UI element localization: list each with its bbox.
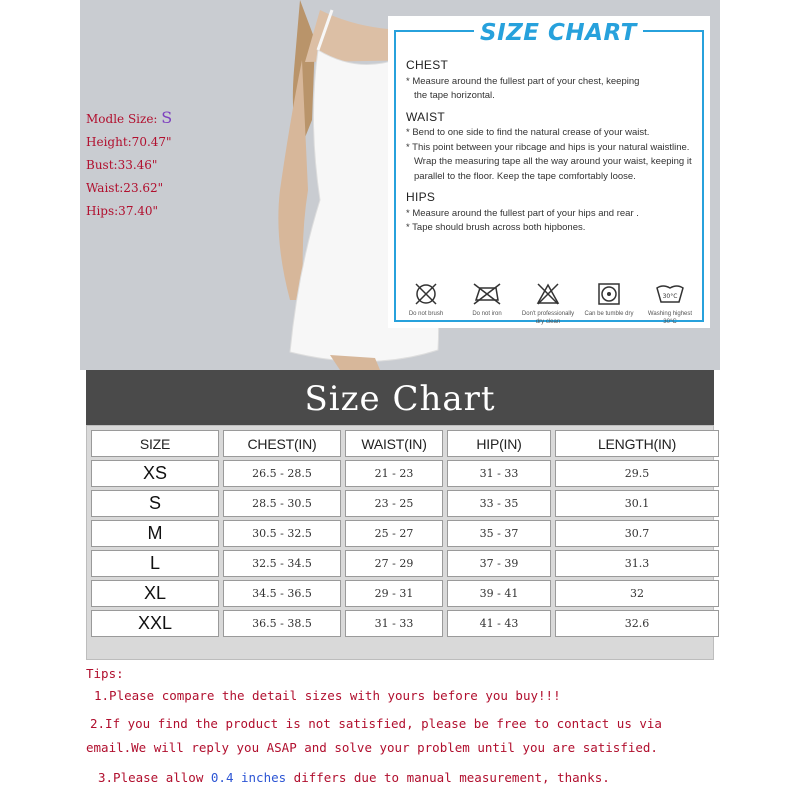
care-item: 30°C Washing highest 30°C: [642, 282, 698, 326]
length-cell: 32: [555, 580, 719, 607]
card-title: SIZE CHART: [474, 20, 643, 46]
length-cell: 30.1: [555, 490, 719, 517]
waist-cell: 27 - 29: [345, 550, 443, 577]
chest-instruction: the tape horizontal.: [414, 90, 495, 101]
care-item: Can be tumble dry: [581, 282, 637, 326]
care-item: Do not brush: [398, 282, 454, 326]
size-grid: [91, 430, 719, 637]
size-table: [86, 425, 714, 660]
no-iron-icon: [472, 282, 502, 306]
waist-cell: 31 - 33: [345, 610, 443, 637]
length-cell: 31.3: [555, 550, 719, 577]
hips-instruction: * Measure around the fullest part of your hips and rear .: [406, 207, 639, 219]
care-item: Do not iron: [459, 282, 515, 326]
hip-cell: 33 - 35: [447, 490, 551, 517]
no-dry-clean-icon: [535, 282, 561, 306]
size-cell: XL: [91, 580, 219, 607]
tumble-dry-icon: [597, 282, 621, 306]
chest-cell: 32.5 - 34.5: [223, 550, 341, 577]
model-hips: Hips:37.40": [86, 204, 159, 218]
tips-title: Tips:: [86, 666, 124, 681]
wash-30-icon: [655, 282, 685, 306]
header-chest: CHEST(IN): [223, 430, 341, 457]
chest-cell: 34.5 - 36.5: [223, 580, 341, 607]
care-item: Don't professionally dry clean: [520, 282, 576, 326]
chest-cell: 28.5 - 30.5: [223, 490, 341, 517]
chest-heading: CHEST: [406, 58, 449, 72]
header-size: SIZE: [91, 430, 219, 457]
chest-cell: 36.5 - 38.5: [223, 610, 341, 637]
model-height: Height:70.47": [86, 135, 172, 149]
hip-cell: 39 - 41: [447, 580, 551, 607]
waist-heading: WAIST: [406, 109, 446, 124]
waist-cell: 29 - 31: [345, 580, 443, 607]
waist-cell: 21 - 23: [345, 460, 443, 487]
waist-instruction: * Bend to one side to find the natural crease of your waist.: [406, 127, 650, 138]
model-measurements: [86, 106, 172, 223]
hips-instruction: * Tape should brush across both hipbones.: [406, 222, 586, 233]
tip-3: 3.Please allow 0.4 inches differs due to manual measurement, thanks.: [98, 770, 610, 785]
model-bust: Bust:33.46": [86, 158, 158, 172]
chest-instruction: * Measure around the fullest part of your chest, keeping: [406, 75, 640, 87]
header-waist: WAIST(IN): [345, 430, 443, 457]
svg-text:30°C: 30°C: [662, 293, 678, 300]
waist-instruction: * This point between your ribcage and hips is your natural waistline.: [406, 141, 690, 153]
header-hip: HIP(IN): [447, 430, 551, 457]
tip-2: 2.If you find the product is not satisfied, please be free to contact us via: [90, 716, 662, 731]
chest-cell: 26.5 - 28.5: [223, 460, 341, 487]
tip-1: 1.Please compare the detail sizes with yours before you buy!!!: [94, 688, 561, 703]
model-size: Modle Size: S: [86, 108, 173, 127]
hip-cell: 31 - 33: [447, 460, 551, 487]
card-body: [406, 58, 702, 236]
tip-2-continued: email.We will reply you ASAP and solve your problem until you are satisfied.: [86, 740, 658, 755]
hips-heading: HIPS: [406, 190, 436, 204]
size-cell: M: [91, 520, 219, 547]
waist-cell: 23 - 25: [345, 490, 443, 517]
size-cell: XS: [91, 460, 219, 487]
size-chart-banner: Size Chart: [86, 370, 714, 425]
model-waist: Waist:23.62": [86, 181, 164, 195]
length-cell: 32.6: [555, 610, 719, 637]
waist-cell: 25 - 27: [345, 520, 443, 547]
hip-cell: 37 - 39: [447, 550, 551, 577]
size-cell: XXL: [91, 610, 219, 637]
waist-instruction: Wrap the measuring tape all the way around your waist, keeping it: [414, 156, 692, 167]
tolerance-value: 0.4 inches: [210, 770, 287, 785]
hip-cell: 35 - 37: [447, 520, 551, 547]
size-cell: S: [91, 490, 219, 517]
chest-cell: 30.5 - 32.5: [223, 520, 341, 547]
measurement-guide-card: [388, 16, 710, 328]
size-cell: L: [91, 550, 219, 577]
header-length: LENGTH(IN): [555, 430, 719, 457]
length-cell: 29.5: [555, 460, 719, 487]
no-brush-icon: [413, 282, 439, 306]
care-icons: [398, 282, 698, 326]
waist-instruction: parallel to the floor. Keep the tape comfortably loose.: [414, 170, 636, 182]
model-size-value: S: [161, 108, 173, 127]
length-cell: 30.7: [555, 520, 719, 547]
hip-cell: 41 - 43: [447, 610, 551, 637]
